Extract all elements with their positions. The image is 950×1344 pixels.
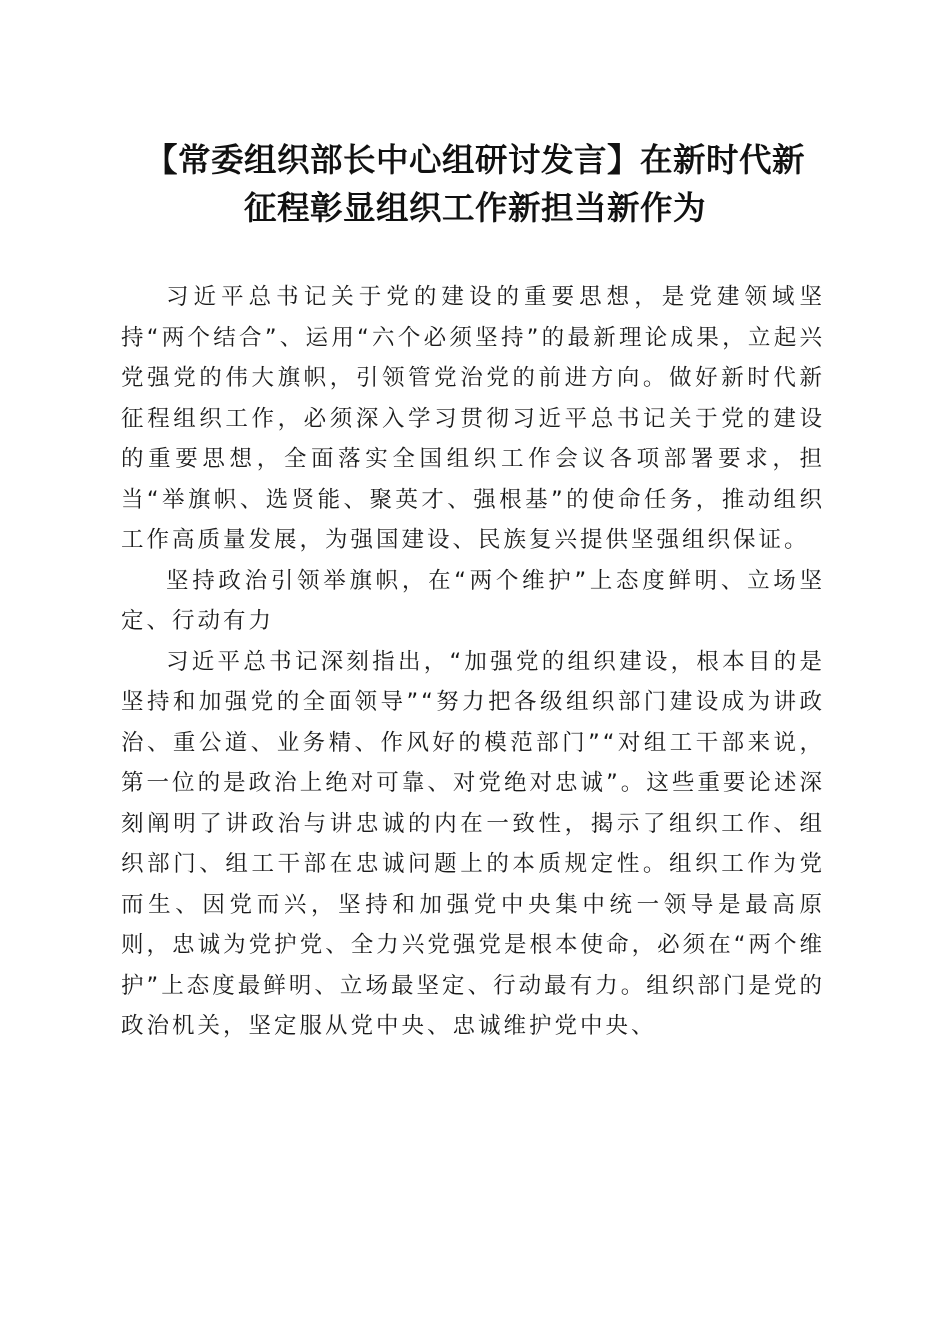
- document-title: [110, 136, 840, 232]
- title-line-1: 【常委组织部长中心组研讨发言】在新时代新: [144, 140, 805, 179]
- paragraph-section-1: 习近平总书记深刻指出，“加强党的组织建设，根本目的是坚持和加强党的全面领导”“努力把各级组织部门建设成为讲政治、重公道、业务精、作风好的模范部门”“对组工干部来说，第一位的是政治上绝对可靠、对党绝对忠诚”。这些重要论述深刻阐明了讲政治与讲忠诚的内在一致性，揭示了组织工作、组织部门、组工干部在忠诚问题上的本质规定性。组织工作为党而生、因党而兴，坚持和加强党中央集中统一领导是最高原则，忠诚为党护党、全力兴党强党是根本使命，必须在“两个维护”上态度最鲜明、立场最坚定、行动最有力。组织部门是党的政治机关，坚定服从党中央、忠诚维护党中央、: [121, 648, 825, 1039]
- section-heading: 坚持政治引领举旗帜，在“两个维护”上态度鲜明、立场坚定、行动有力: [121, 567, 825, 634]
- title-line-2: 征程彰显组织工作新担当新作为: [243, 188, 706, 227]
- paragraph-intro: 习近平总书记关于党的建设的重要思想，是党建领域坚持“两个结合”、运用“六个必须坚持”的最新理论成果，立起兴党强党的伟大旗帜，引领管党治党的前进方向。做好新时代新征程组织工作，必须深入学习贯彻习近平总书记关于党的建设的重要思想，全面落实全国组织工作会议各项部署要求，担当“举旗帜、选贤能、聚英才、强根基”的使命任务，推动组织工作高质量发展，为强国建设、民族复兴提供坚强组织保证。: [121, 284, 825, 553]
- document-body: [121, 277, 825, 1047]
